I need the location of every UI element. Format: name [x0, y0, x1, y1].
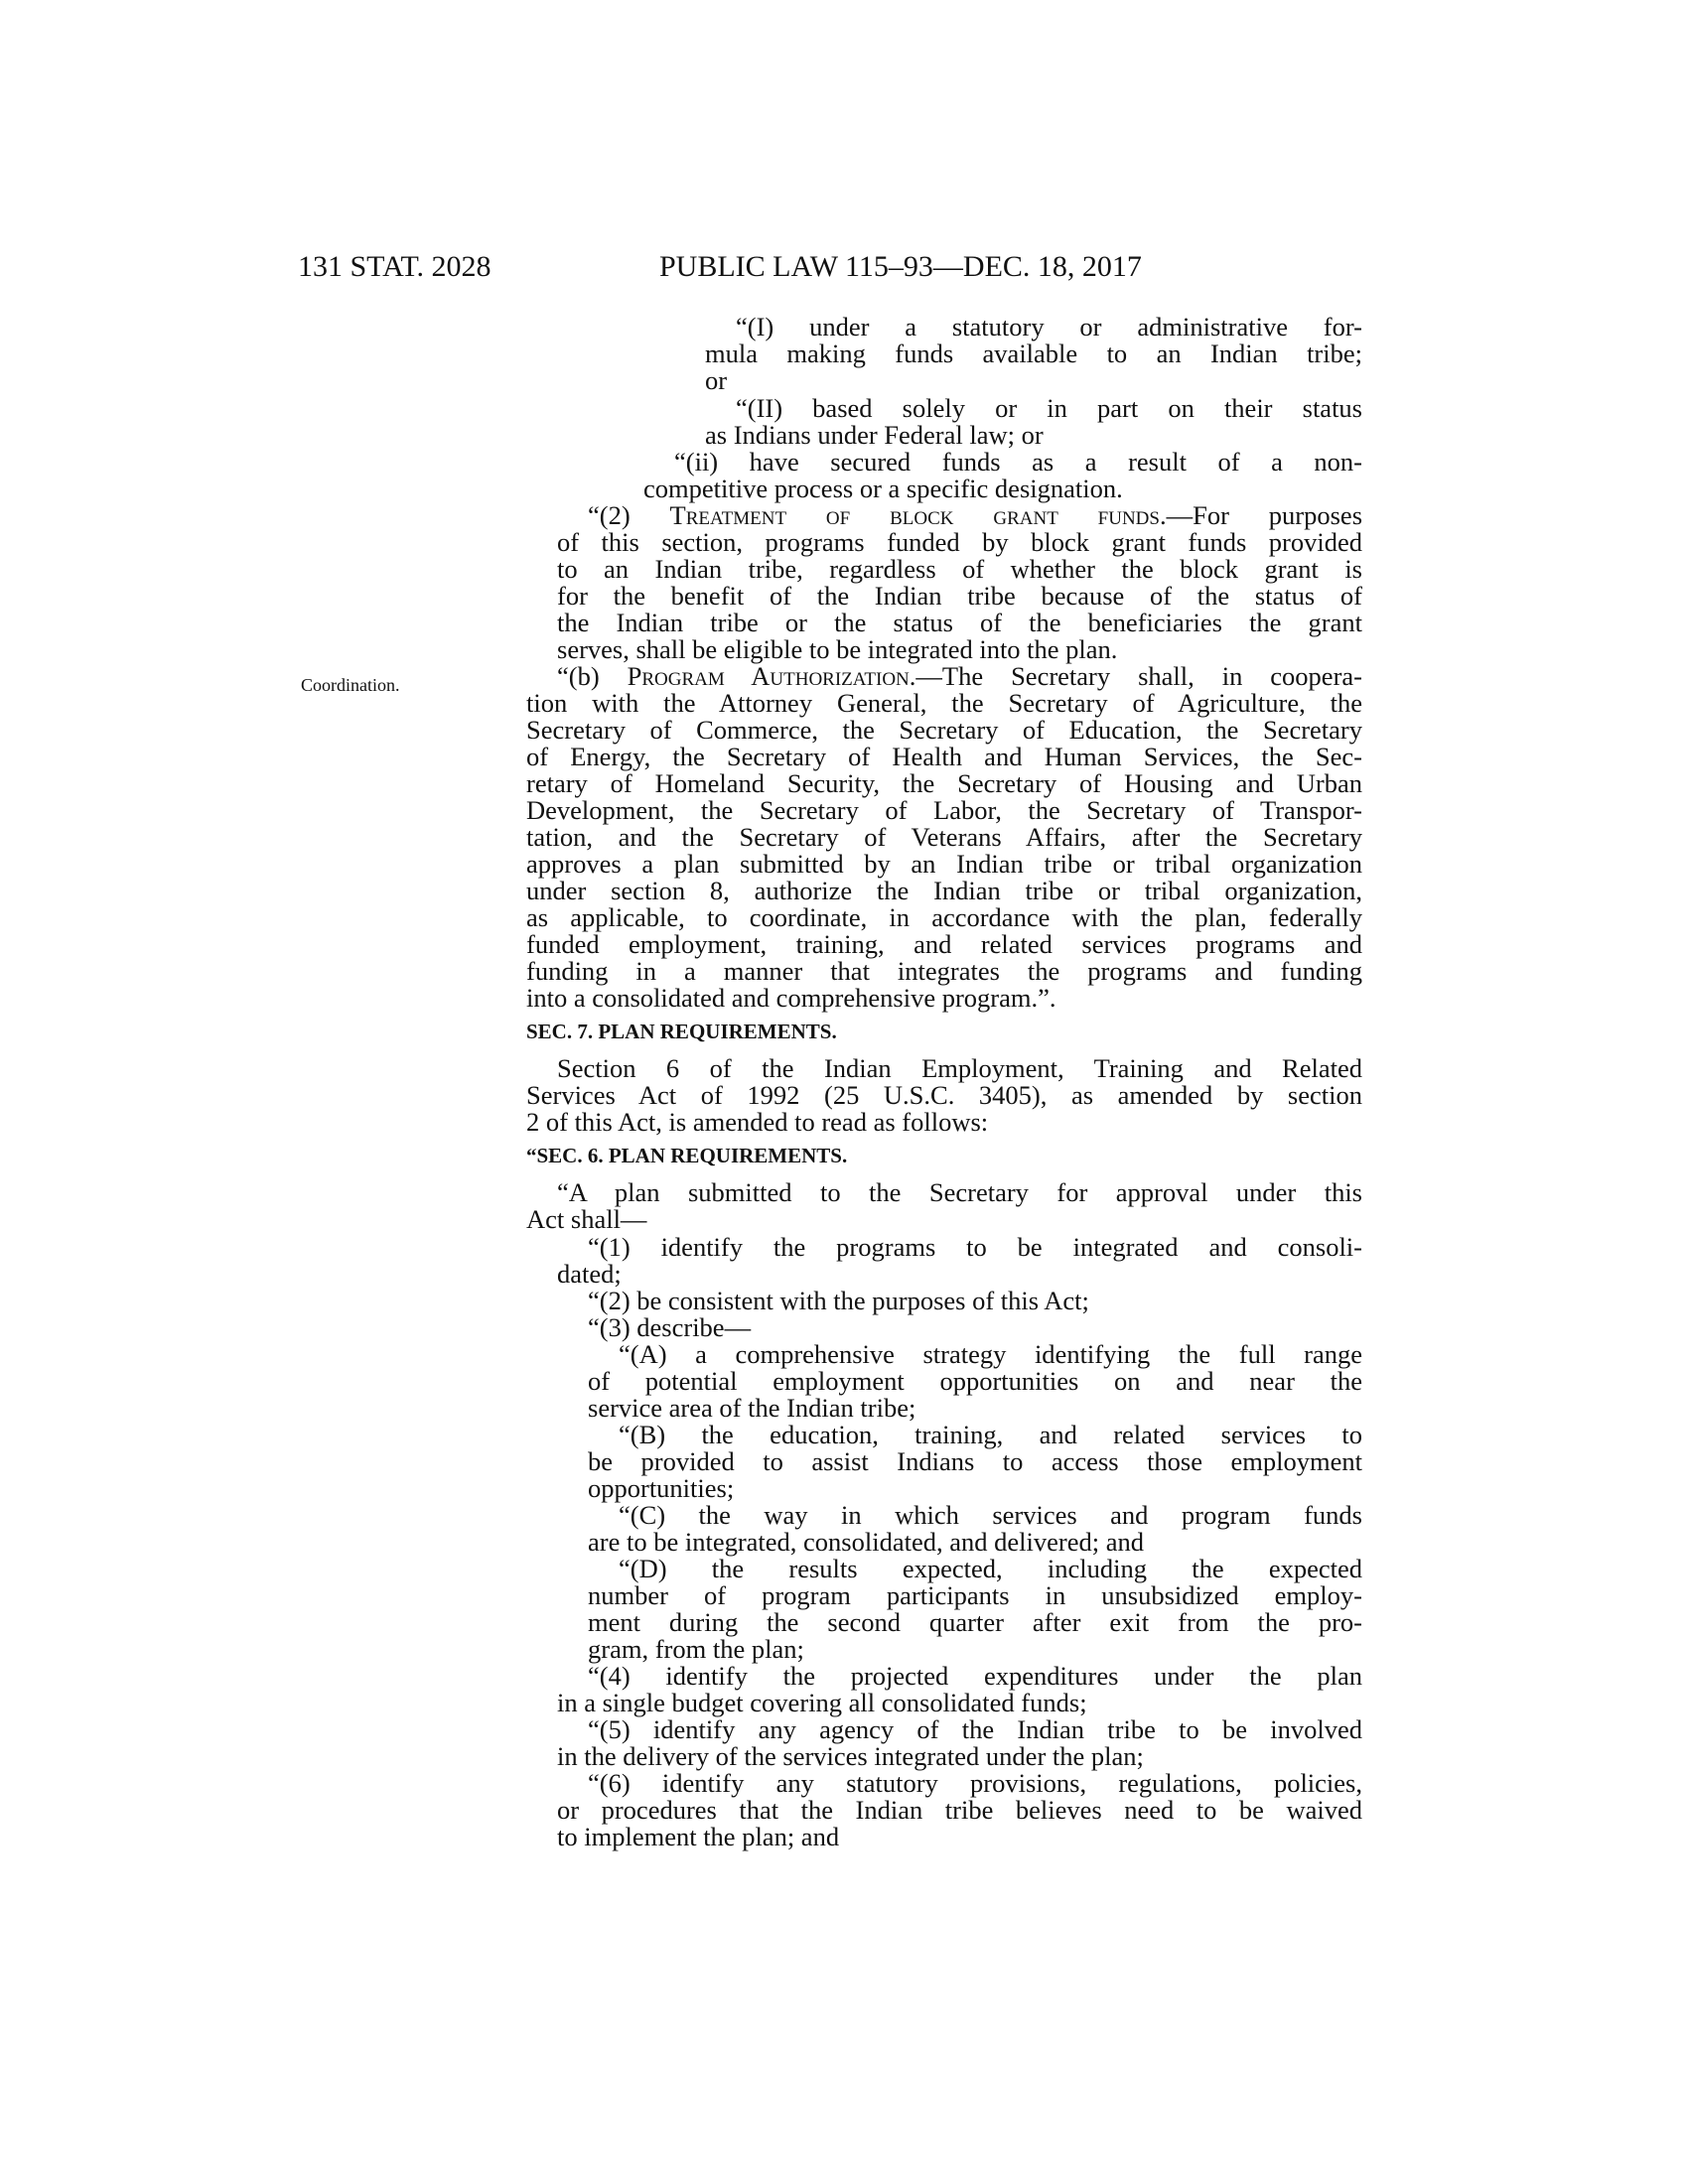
line-text: be provided to assist Indians to access those employment — [588, 1446, 1362, 1476]
text-line — [588, 1582, 1362, 1609]
line-text: or procedures that the Indian tribe believes need to be waived — [557, 1795, 1362, 1825]
text-line — [705, 367, 1362, 394]
line-text: to an Indian tribe, regardless of whether the block grant is — [557, 554, 1362, 584]
text-line — [643, 476, 1362, 502]
line-text: “(2) be consistent with the purposes of this Act; — [588, 1286, 1089, 1315]
text-line — [557, 1743, 1362, 1770]
line-text: “(B) the education, training, and related services to — [619, 1420, 1362, 1449]
line-text: as Indians under Federal law; or — [705, 420, 1044, 450]
text-line — [588, 1314, 1362, 1341]
line-text: for the benefit of the Indian tribe because of the status of — [557, 581, 1362, 611]
line-text: tation, and the Secretary of Veterans Affairs, after the Secretary — [526, 822, 1362, 852]
text-line — [526, 797, 1362, 824]
small-caps-heading: Treatment of block grant funds — [669, 500, 1160, 530]
line-text: dated; — [557, 1259, 622, 1289]
text-line — [557, 1797, 1362, 1824]
line-text: tion with the Attorney General, the Secretary of Agriculture, the — [526, 688, 1362, 718]
line-text: “SEC. 6. PLAN REQUIREMENTS. — [526, 1144, 848, 1167]
text-line — [619, 1341, 1362, 1368]
line-text: SEC. 7. PLAN REQUIREMENTS. — [526, 1020, 837, 1043]
line-text: or — [705, 365, 728, 395]
line-text: mula making funds available to an Indian tribe; — [705, 339, 1362, 368]
line-text: service area of the Indian tribe; — [588, 1393, 916, 1423]
line-text: “(II) based solely or in part on their status — [736, 393, 1362, 423]
text-line — [588, 1395, 1362, 1422]
text-line — [526, 851, 1362, 878]
line-text: under section 8, authorize the Indian tribe or tribal organization, — [526, 876, 1362, 905]
line-text: “(3) describe— — [588, 1312, 752, 1342]
line-text: funding in a manner that integrates the programs and funding — [526, 956, 1362, 986]
text-line — [526, 690, 1362, 717]
text-line — [557, 1261, 1362, 1288]
line-text: “(4) identify the projected expenditures under the plan — [588, 1661, 1362, 1691]
line-text: to implement the plan; and — [557, 1822, 840, 1851]
margin-note-coordination: Coordination. — [301, 675, 400, 695]
text-line — [526, 1109, 1362, 1136]
text-line — [588, 1368, 1362, 1395]
text-line — [588, 1234, 1362, 1261]
line-text: in the delivery of the services integrated under the plan; — [557, 1741, 1144, 1771]
text-line — [588, 1663, 1362, 1690]
text-line — [588, 1770, 1362, 1797]
line-text: ment during the second quarter after exit from the pro- — [588, 1607, 1362, 1637]
text-line — [588, 1636, 1362, 1663]
line-text: are to be integrated, consolidated, and delivered; and — [588, 1527, 1144, 1557]
line-text: of Energy, the Secretary of Health and Human Services, the Sec- — [526, 742, 1362, 771]
text-line — [674, 449, 1362, 476]
line-text: “(I) under a statutory or administrative for- — [736, 312, 1362, 341]
text-line — [526, 770, 1362, 797]
line-text: opportunities; — [588, 1473, 735, 1503]
text-line — [557, 529, 1362, 556]
line-text: “A plan submitted to the Secretary for approval under this — [557, 1177, 1362, 1207]
text-line — [588, 1448, 1362, 1475]
line-text: “(A) a comprehensive strategy identifying the full range — [619, 1339, 1362, 1369]
public-law-header: PUBLIC LAW 115–93—DEC. 18, 2017 — [659, 250, 1142, 283]
text-line — [588, 502, 1362, 529]
text-line — [526, 904, 1362, 931]
line-text: “(ii) have secured funds as a result of a non- — [674, 447, 1362, 477]
text-line — [705, 341, 1362, 367]
text-line — [526, 744, 1362, 770]
section-heading — [526, 1019, 1362, 1044]
line-text: “(6) identify any statutory provisions, regulations, policies, — [588, 1768, 1362, 1798]
line-text-rest: .—The Secretary shall, in coopera- — [909, 661, 1362, 691]
text-line — [557, 1055, 1362, 1082]
text-line — [526, 931, 1362, 958]
line-text: “(b) — [557, 661, 628, 691]
text-line — [588, 1288, 1362, 1314]
text-line — [619, 1422, 1362, 1448]
line-text: “(5) identify any agency of the Indian tribe to be involved — [588, 1714, 1362, 1744]
line-text-rest: .—For purposes — [1159, 500, 1363, 530]
line-text: “(1) identify the programs to be integrated and consoli- — [588, 1232, 1362, 1262]
section-heading — [526, 1143, 1362, 1168]
small-caps-heading: Program Authorization — [627, 661, 910, 691]
line-text: number of program participants in unsubsidized employ- — [588, 1580, 1362, 1610]
line-text: “(C) the way in which services and program funds — [619, 1500, 1362, 1530]
text-line — [588, 1609, 1362, 1636]
text-line — [588, 1716, 1362, 1743]
line-text: funded employment, training, and related services programs and — [526, 929, 1362, 959]
line-text: Section 6 of the Indian Employment, Training and Related — [557, 1053, 1362, 1083]
line-text: Act shall— — [526, 1204, 647, 1234]
text-line — [557, 636, 1362, 663]
line-text: competitive process or a specific designation. — [643, 474, 1123, 503]
text-line — [526, 824, 1362, 851]
line-text: Development, the Secretary of Labor, the Secretary of Transpor- — [526, 795, 1362, 825]
text-line — [557, 1690, 1362, 1716]
line-text: approves a plan submitted by an Indian tribe or tribal organization — [526, 849, 1362, 879]
line-text: retary of Homeland Security, the Secretary of Housing and Urban — [526, 768, 1362, 798]
text-line — [619, 1502, 1362, 1529]
text-line — [705, 422, 1362, 449]
text-line — [526, 985, 1362, 1012]
text-line — [557, 1824, 1362, 1850]
text-line — [526, 1206, 1362, 1233]
line-text: the Indian tribe or the status of the beneficiaries the grant — [557, 608, 1362, 637]
text-line — [526, 878, 1362, 904]
text-line — [736, 395, 1362, 422]
line-text: “(2) — [588, 500, 670, 530]
text-line — [526, 958, 1362, 985]
text-line — [736, 314, 1362, 341]
line-text: of potential employment opportunities on and near the — [588, 1366, 1362, 1396]
text-line — [557, 583, 1362, 610]
text-line — [557, 556, 1362, 583]
text-line — [619, 1556, 1362, 1582]
text-line — [557, 663, 1362, 690]
text-line — [526, 717, 1362, 744]
line-text: in a single budget covering all consolidated funds; — [557, 1688, 1087, 1717]
line-text: Services Act of 1992 (25 U.S.C. 3405), as amended by section — [526, 1080, 1362, 1110]
text-line — [588, 1529, 1362, 1556]
page-stat-citation: 131 STAT. 2028 — [298, 250, 492, 283]
line-text: “(D) the results expected, including the expected — [619, 1554, 1362, 1583]
line-text: Secretary of Commerce, the Secretary of Education, the Secretary — [526, 715, 1362, 745]
line-text: of this section, programs funded by block grant funds provided — [557, 527, 1362, 557]
line-text: serves, shall be eligible to be integrated into the plan. — [557, 634, 1118, 664]
line-text: into a consolidated and comprehensive program.”. — [526, 983, 1056, 1013]
text-line — [557, 610, 1362, 636]
text-line — [557, 1179, 1362, 1206]
text-line — [526, 1082, 1362, 1109]
line-text: gram, from the plan; — [588, 1634, 804, 1664]
line-text: as applicable, to coordinate, in accordance with the plan, federally — [526, 902, 1362, 932]
line-text: 2 of this Act, is amended to read as follows: — [526, 1107, 989, 1137]
text-line — [588, 1475, 1362, 1502]
